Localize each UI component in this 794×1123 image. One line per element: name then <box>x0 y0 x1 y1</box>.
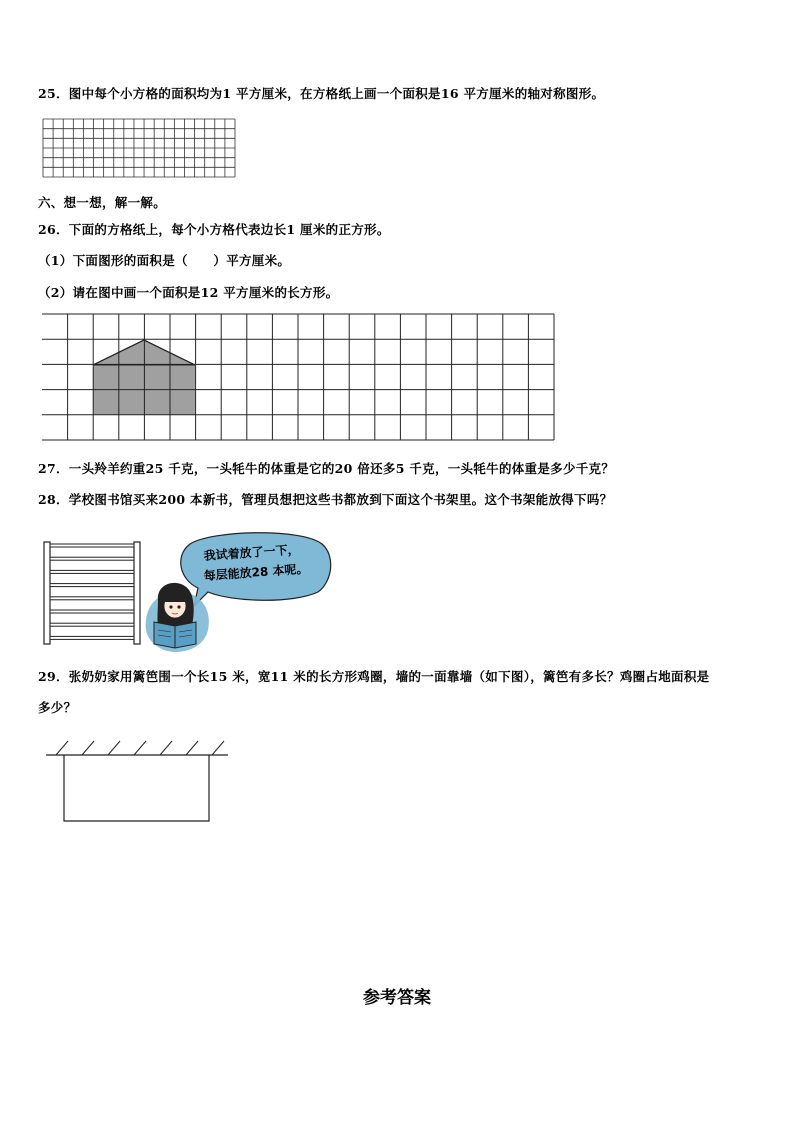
q29-text-line1: 29．张奶奶家用篱笆围一个长15 米，宽11 米的长方形鸡圈，墙的一面靠墙（如下图），篱笆有多长？鸡圈占地面积是 <box>38 669 710 684</box>
answers-title: 参考答案 <box>363 988 431 1008</box>
bubble-line1: 我试着放了一下， <box>203 542 300 563</box>
q26-grid <box>40 312 558 442</box>
fence-rect <box>64 755 209 821</box>
q25-grid <box>42 118 236 178</box>
q26-sub2: （2）请在图中画一个面积是12 平方厘米的长方形。 <box>38 285 339 300</box>
section-title: 六、想一想，解一解。 <box>38 195 167 210</box>
q26-text: 26．下面的方格纸上，每个小方格代表边长1 厘米的正方形。 <box>38 222 390 237</box>
girl-illustration <box>142 530 332 658</box>
bookshelf <box>42 540 142 646</box>
q29-pen-diagram <box>42 735 232 827</box>
bubble-line2: 每层能放28 本呢。 <box>203 561 309 583</box>
q29-text-line2: 多少？ <box>38 700 77 715</box>
q26-sub1: （1）下面图形的面积是（ ）平方厘米。 <box>38 253 291 268</box>
q25-text: 25．图中每个小方格的面积均为1 平方厘米，在方格纸上画一个面积是16 平方厘米的轴对称图形。 <box>38 86 605 101</box>
q28-text: 28．学校图书馆买来200 本新书，管理员想把这些书都放到下面这个书架里。这个书架能放得下吗？ <box>38 492 613 507</box>
q27-text: 27．一头羚羊约重25 千克，一头牦牛的体重是它的20 倍还多5 千克，一头牦牛的体重是多少千克？ <box>38 461 615 476</box>
